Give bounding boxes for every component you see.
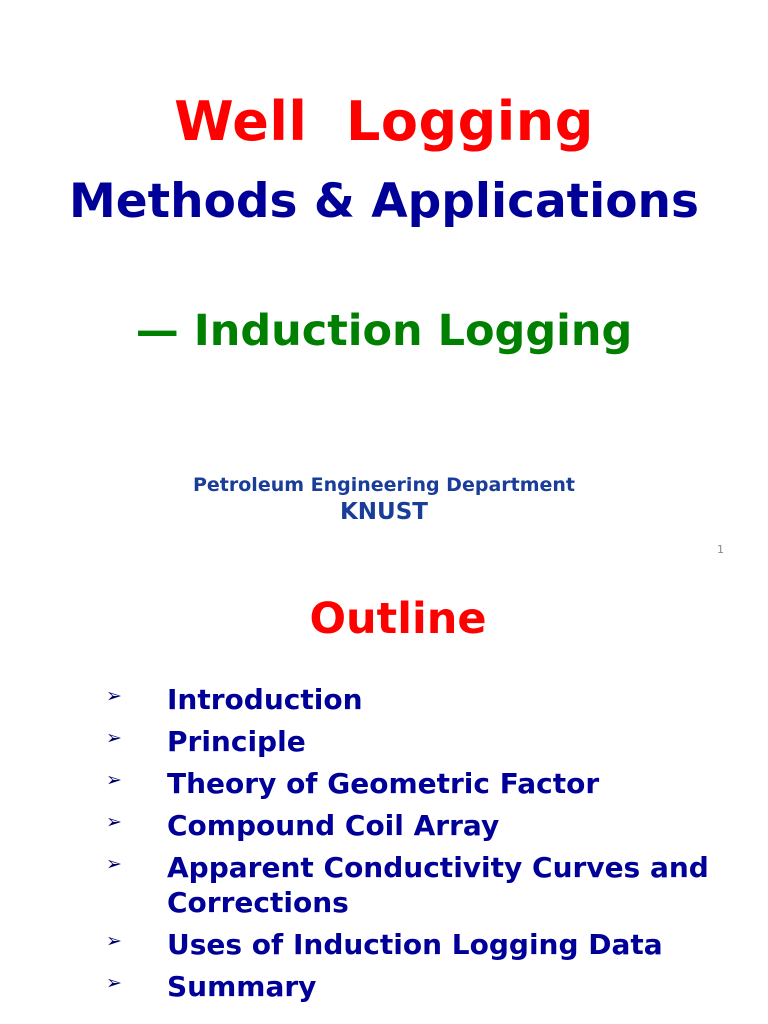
arrowhead-bullet-icon: ➢: [106, 685, 122, 707]
arrowhead-bullet-icon: ➢: [106, 853, 122, 875]
outline-item-summary: [0, 969, 768, 1004]
outline-item-label: Summary: [167, 970, 317, 1003]
outline-item-compound-coil: [0, 808, 768, 843]
arrowhead-bullet-icon: ➢: [106, 972, 122, 994]
outline-item-uses: [0, 927, 768, 962]
outline-item-label: Theory of Geometric Factor: [167, 767, 600, 800]
arrowhead-bullet-icon: ➢: [106, 727, 122, 749]
page-number: 1: [717, 543, 724, 556]
outline-title: Outline: [309, 594, 487, 644]
outline-item-label: Uses of Induction Logging Data: [167, 928, 663, 961]
arrowhead-bullet-icon: ➢: [106, 930, 122, 952]
institution-label: KNUST: [339, 499, 428, 525]
outline-item-introduction: [0, 682, 768, 717]
outline-item-apparent-conductivity: [0, 850, 768, 920]
outline-item-label: Introduction: [167, 683, 363, 716]
outline-item-label: Apparent Conductivity Curves and Corrections: [167, 851, 709, 919]
outline-item-label: Compound Coil Array: [167, 809, 500, 842]
outline-item-theory: [0, 766, 768, 801]
arrowhead-bullet-icon: ➢: [106, 769, 122, 791]
outline-item-label: Principle: [167, 725, 306, 758]
slide-title: Well Logging: [174, 90, 594, 153]
department-label: Petroleum Engineering Department: [192, 474, 576, 496]
slide-subtitle: Methods & Applications: [69, 174, 699, 229]
slide-topic: — Induction Logging: [135, 306, 633, 356]
outline-list: [0, 682, 768, 1011]
outline-slide: [0, 570, 768, 1024]
arrowhead-bullet-icon: ➢: [106, 811, 122, 833]
outline-item-principle: [0, 724, 768, 759]
